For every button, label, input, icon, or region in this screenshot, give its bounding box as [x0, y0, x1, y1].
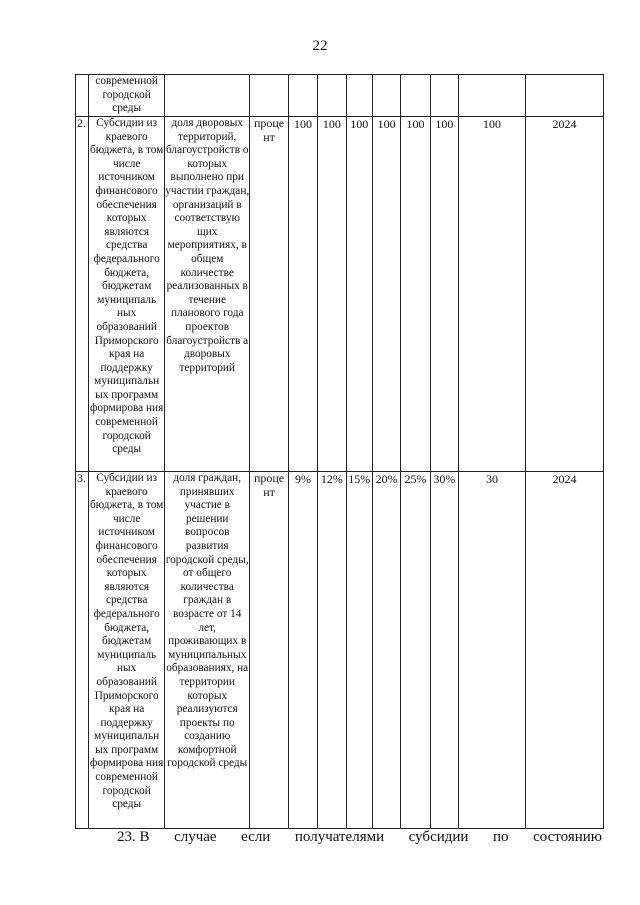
row-number-cell: 3. [76, 472, 89, 829]
continuation-text [75, 829, 602, 846]
year-cell: 2024 [525, 117, 603, 472]
value-cell: 30% [430, 472, 458, 829]
value-cell: 9% [288, 472, 317, 829]
year-cell: 2024 [525, 472, 603, 829]
value-cell: 100 [372, 117, 400, 472]
text-word: 23. В [117, 829, 150, 845]
unit-cell: проце нт [250, 117, 289, 472]
text-word: получателями [294, 829, 385, 845]
value-cell [318, 75, 346, 117]
value-cell: 100 [346, 117, 372, 472]
value-cell: 12% [318, 472, 346, 829]
value-cell: 100 [318, 117, 346, 472]
value-cell [430, 75, 458, 117]
table-row [76, 75, 604, 117]
table-row [76, 117, 604, 472]
value-cell [372, 75, 400, 117]
text-word: по [492, 829, 509, 845]
text-word: субсидии [408, 829, 469, 845]
text-word: состоянию [533, 829, 602, 845]
unit-cell: проце нт [250, 472, 289, 829]
table-row [76, 472, 604, 829]
unit-cell [250, 75, 289, 117]
recipient-cell: современной городской среды [89, 75, 165, 117]
text-word: случае [174, 829, 217, 845]
value-cell: 100 [288, 117, 317, 472]
value-cell [401, 75, 430, 117]
recipient-cell: Субсидии из краевого бюджета, в том числе источником финансового обеспечения которых являются средства федерального бюджета, бюджетам муниципаль ных образований Приморского края на поддержку муниципальн ых программ формирова ния современной городской среды [89, 117, 165, 472]
recipient-cell: Субсидии из краевого бюджета, в том числе источником финансового обеспечения которых являются средства федерального бюджета, бюджетам муниципаль ных образований Приморского края на поддержку муниципальн ых программ формирова ния современной городской среды [89, 472, 165, 829]
value-cell: 15% [346, 472, 372, 829]
row-number-cell: 2. [76, 117, 89, 472]
value-cell: 100 [401, 117, 430, 472]
value-cell: 25% [401, 472, 430, 829]
value-cell: 100 [430, 117, 458, 472]
target-cell: 100 [459, 117, 526, 472]
indicator-cell: доля граждан, принявших участие в решении вопросов развития городской среды, от общего количества граждан в возрасте от 14 лет, проживающих в муниципальных образованиях, на территории которых реализуются проекты по созданию комфортной городской среды [165, 472, 250, 829]
target-cell [459, 75, 526, 117]
indicator-cell [165, 75, 250, 117]
value-cell [288, 75, 317, 117]
page-number: 22 [312, 38, 328, 54]
value-cell [346, 75, 372, 117]
year-cell [525, 75, 603, 117]
indicator-cell: доля дворовых территорий, благоустройств о которых выполнено при участии граждан, организаций в соответствую щих мероприятиях, в общем количестве реализованных в течение планового года проектов благоустройств а дворовых территорий [165, 117, 250, 472]
value-cell: 20% [372, 472, 400, 829]
row-number-cell [76, 75, 89, 117]
text-word: если [241, 829, 271, 845]
target-cell: 30 [459, 472, 526, 829]
indicator-table [75, 74, 604, 829]
